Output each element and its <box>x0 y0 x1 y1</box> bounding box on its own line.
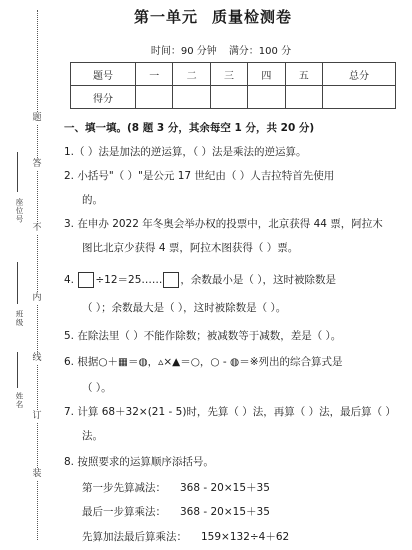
name-line[interactable] <box>17 352 18 388</box>
score-entry-cell[interactable] <box>173 86 210 109</box>
binding-margin <box>0 0 52 550</box>
question-6-line-1: 6. 根据○＋▦＝◍，▵×▲＝○，○ - ◍＝※列出的综合算式是 <box>64 356 343 368</box>
score-entry-cell[interactable] <box>285 86 322 109</box>
seat-number-label: 座位号 <box>15 198 24 224</box>
dividend-box[interactable] <box>78 272 94 288</box>
full-score: 满分：100 分 <box>228 46 292 57</box>
name-label: 姓名 <box>15 392 24 409</box>
score-entry-cell[interactable] <box>210 86 247 109</box>
score-cell-header: 四 <box>248 63 285 86</box>
class-line[interactable] <box>17 262 18 304</box>
score-entry-cell[interactable] <box>323 86 396 109</box>
remainder-box[interactable] <box>163 272 179 288</box>
q8-item-expression: 368 - 20×15＋35 <box>180 482 270 494</box>
score-cell-header: 五 <box>285 63 322 86</box>
title-unit: 第一单元 <box>133 8 198 26</box>
score-row-label: 得分 <box>71 86 136 109</box>
question-2-line-2: 的。 <box>82 194 103 206</box>
q8-item-expression: 159×132÷4＋62 <box>201 531 290 543</box>
page-title <box>0 6 412 27</box>
seal-char: 不 <box>32 223 42 233</box>
question-6-line-2: （ ）。 <box>82 382 112 394</box>
q4-text: ，余数最小是（ ），这时被除数是 <box>180 274 336 286</box>
q8-item-label: 最后一步算乘法： <box>82 506 166 518</box>
question-1: 1.（ ）法是加法的逆运算，（ ）法是乘法的逆运算。 <box>64 146 307 158</box>
title-test: 质量检测卷 <box>212 8 293 26</box>
seal-char: 内 <box>32 293 42 303</box>
section-heading: 一、填一填。(8 题 3 分，其余每空 1 分，共 20 分) <box>64 122 315 134</box>
q8-item-3 <box>82 530 289 544</box>
score-entry-cell[interactable] <box>136 86 173 109</box>
q4-division: ÷12＝25…… <box>95 274 163 286</box>
question-5: 5. 在除法里（ ）不能作除数；被减数等于减数，差是（ ）。 <box>64 330 342 342</box>
question-4-line-2: （ ）；余数最大是（ ），这时被除数是（ ）。 <box>82 302 287 314</box>
score-table <box>70 62 396 109</box>
q8-item-label: 先算加法最后算乘法： <box>82 531 187 543</box>
question-7-line-2: 法。 <box>82 430 103 442</box>
class-label: 班级 <box>15 310 24 327</box>
q8-item-expression: 368 - 20×15＋35 <box>180 506 270 518</box>
seal-char: 题 <box>32 113 42 123</box>
q8-item-1 <box>82 481 270 495</box>
score-cell-header: 总分 <box>323 63 396 86</box>
question-7-line-1: 7. 计算 68＋32×(21 - 5)时，先算（ ）法，再算（ ）法，最后算（ ） <box>64 406 396 418</box>
seal-char: 装 <box>32 469 42 479</box>
q8-item-2 <box>82 505 270 519</box>
question-4-line-1: 4. ÷12＝25…… ，余数最小是（ ），这时被除数是 <box>64 274 336 286</box>
score-table-score-row <box>71 86 396 109</box>
time-limit: 时间：90 分钟 <box>150 46 217 57</box>
score-cell-header: 三 <box>210 63 247 86</box>
question-3-line-1: 3. 在申办 2022 年冬奥会举办权的投票中，北京获得 44 票，阿拉木 <box>64 218 383 230</box>
score-cell-header: 二 <box>173 63 210 86</box>
seat-number-line[interactable] <box>17 152 18 192</box>
question-8: 8. 按照要求的运算顺序添括号。 <box>64 456 214 468</box>
score-entry-cell[interactable] <box>248 86 285 109</box>
seal-char: 答 <box>32 159 42 169</box>
seal-char: 订 <box>32 411 42 421</box>
score-cell-label: 题号 <box>71 63 136 86</box>
exam-meta <box>0 42 412 57</box>
question-3-line-2: 图比北京少获得 4 票，阿拉木图获得（ ）票。 <box>82 242 299 254</box>
score-table-header-row <box>71 63 396 86</box>
score-cell-header: 一 <box>136 63 173 86</box>
q8-item-label: 第一步先算减法： <box>82 482 166 494</box>
seal-char: 线 <box>32 353 42 363</box>
binding-dotted-line <box>37 10 38 540</box>
question-2-line-1: 2. 小括号"（ ）"是公元 17 世纪由（ ）人吉拉特首先使用 <box>64 170 335 182</box>
